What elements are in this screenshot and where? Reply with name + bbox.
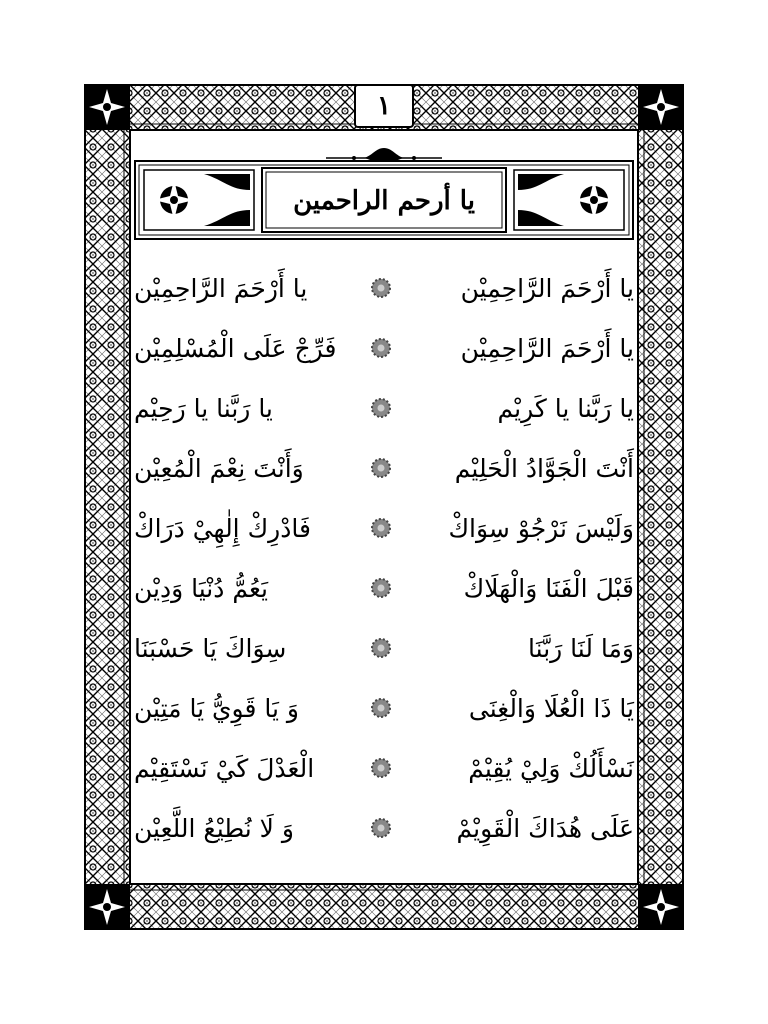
corner-ornament-icon [638,884,684,930]
rosette-icon [370,757,392,779]
verse-second-hemistich: وَأَنْتَ نِعْمَ الْمُعِيْن [134,453,304,483]
rosette-icon [370,577,392,599]
verse-second-hemistich: يا أَرْحَمَ الرَّاحِمِيْن [134,273,308,303]
rosette-icon [370,637,392,659]
rosette-icon [370,517,392,539]
verse-first-hemistich: قَبْلَ الْفَنَا وَالْهَلَاكْ [463,573,634,603]
verse-row [134,258,634,318]
verse-first-hemistich: يَا ذَا الْعُلَا وَالْغِنَى [468,693,634,723]
rosette-icon [370,457,392,479]
verse-row [134,318,634,378]
rosette-icon [370,817,392,839]
verse-first-hemistich: أَنْتَ الْجَوَّادُ الْحَلِيْم [454,453,634,483]
page-title: يا أرحم الراحمين [293,186,475,216]
verse-row [134,438,634,498]
verse-second-hemistich: الْعَدْلَ كَيْ نَسْتَقِيْم [134,753,315,783]
verse-second-hemistich: فَادْرِكْ إِلٰهِيْ دَرَاكْ [134,513,311,543]
verse-first-hemistich: وَلَيْسَ نَرْجُوْ سِوَاكْ [448,513,634,543]
verse-row [134,738,634,798]
verse-first-hemistich: وَمَا لَنَا رَبَّنَا [528,633,634,663]
verse-row [134,618,634,678]
verse-row [134,558,634,618]
rosette-icon [370,337,392,359]
verse-row [134,678,634,738]
corner-ornament-icon [84,84,130,130]
rosette-icon [370,277,392,299]
page-number: ١ [354,84,414,128]
verse-row [134,378,634,438]
corner-ornament-icon [638,84,684,130]
verse-second-hemistich: يا رَبَّنا يا رَحِيْم [134,393,273,423]
verse-second-hemistich: فَرِّجْ عَلَى الْمُسْلِمِيْن [134,333,337,363]
verse-first-hemistich: نَسْأَلُكْ وَلِيْ يُقِيْمْ [468,753,634,783]
verse-row [134,498,634,558]
verse-first-hemistich: يا أَرْحَمَ الرَّاحِمِيْن [460,333,634,363]
verse-row [134,798,634,858]
verse-first-hemistich: عَلَى هُدَاكَ الْقَوِيْمْ [456,813,634,843]
verse-second-hemistich: وَ يَا قَوِيُّ يَا مَتِيْن [134,693,299,723]
rosette-icon [370,697,392,719]
corner-ornament-icon [84,884,130,930]
verse-second-hemistich: وَ لَا نُطِيْعُ اللَّعِيْن [134,813,294,843]
verse-first-hemistich: يا أَرْحَمَ الرَّاحِمِيْن [460,273,634,303]
rosette-icon [370,397,392,419]
verse-second-hemistich: سِوَاكَ يَا حَسْبَنَا [134,633,287,663]
verse-first-hemistich: يا رَبَّنا يا كَرِيْم [497,393,634,423]
verse-second-hemistich: يَعُمُّ دُنْيَا وَدِيْن [134,573,268,603]
